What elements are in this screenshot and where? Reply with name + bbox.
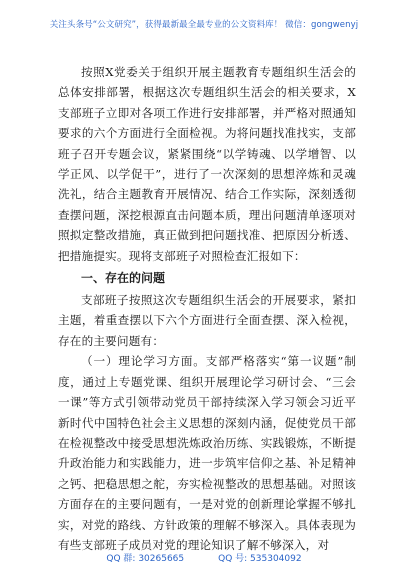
section-intro-paragraph: 支部班子按照这次专题组织生活会的开展要求，紧扣主题，着重查摆以下六个方面进行全面查摆、深入检视，存在的主要问题有： <box>58 293 356 348</box>
bottom-banner <box>0 551 408 564</box>
theory-study-paragraph: （一）理论学习方面。支部严格落实“第一议题”制度，通过上专题党课、组织开展理论学习研讨会、“三会一课”等方式引领带动党员干部持续深入学习领会习近平新时代中国特色社会主义思想的深刻内涵，促使党员干部在检视整改中接受思想洗炼政治历练、实践锻炼，不断提升政治能力和实践能力，进一步筑牢信仰之基、补足精神之钙、把稳思想之舵，夯实检视整改的思想基础。对照该方面存在的主要问题有，一是对党的创新理论掌握不够扎实，对党的路线、方针政策的理解不够深入。具体表现为有些支部班子成员对党的理论知识了解不够深入，对 <box>58 354 356 552</box>
document-body <box>58 62 356 555</box>
qq-group-text: QQ 群: 30265665 <box>106 554 185 564</box>
section-heading: 一、存在的问题 <box>81 271 166 286</box>
top-banner: 关注头条号“公文研究”，获得最新最全最专业的公文资料库！ 微信：gongwenyj <box>49 20 359 30</box>
intro-paragraph: 按照X党委关于组织开展主题教育专题组织生活会的总体安排部署，根据这次专题组织生活会的相关要求，X支部班子立即对各项工作进行安排部署，并严格对照通知要求的六个方面进行全面检视。为将问题找准找实，支部班子召开专题会议，紧紧围绕“以学铸魂、以学增智、以学正风、以学促干”，进行了一次深刻的思想淬炼和灵魂洗礼，结合主题教育开展情况、结合工作实际，深刻透彻查摆问题，深挖根源直击问题本质，理出问题清单逐项对照拟定整改措施，真正做到把问题找准、把原因分析透、把措施提实。现将支部班子对照检查汇报如下： <box>58 65 356 263</box>
qq-number-text: QQ 号: 535304092 <box>218 554 302 564</box>
